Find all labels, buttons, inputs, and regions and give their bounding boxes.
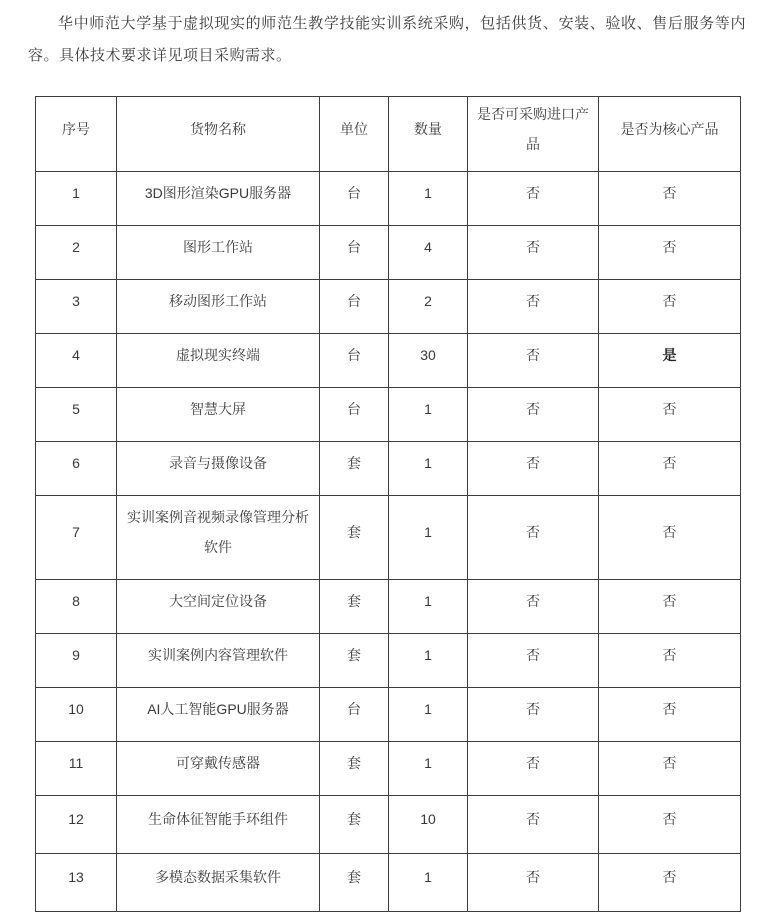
quantity-cell: [389, 280, 468, 334]
unit-cell: [320, 334, 389, 388]
import-allowed-cell-text: 否: [526, 592, 540, 609]
import-allowed-cell: [468, 226, 599, 280]
quantity-cell-text: 1: [424, 400, 432, 417]
import-allowed-cell: [468, 442, 599, 496]
row-number-cell: [36, 854, 117, 912]
goods-name-cell-text: 虚拟现实终端: [176, 346, 260, 363]
import-allowed-cell: [468, 742, 599, 796]
import-allowed-cell-text: 否: [526, 184, 540, 201]
table-row: [36, 854, 741, 912]
table-row: [36, 388, 741, 442]
import-allowed-cell-text: 否: [526, 700, 540, 717]
quantity-cell: [389, 796, 468, 854]
unit-cell: [320, 442, 389, 496]
core-product-cell-text: 否: [662, 454, 677, 471]
row-number-cell: [36, 280, 117, 334]
core-product-cell: [599, 742, 741, 796]
core-product-cell: [599, 688, 741, 742]
goods-name-cell-text: 多模态数据采集软件: [155, 868, 281, 885]
table-row: [36, 280, 741, 334]
goods-name-cell: [117, 280, 320, 334]
table-row: [36, 796, 741, 854]
goods-name-cell: [117, 580, 320, 634]
row-number-cell: [36, 634, 117, 688]
row-number-cell: [36, 742, 117, 796]
core-product-cell: [599, 634, 741, 688]
unit-cell-text: 台: [347, 184, 361, 201]
import-allowed-cell-text: 否: [526, 868, 540, 885]
unit-cell-text: 台: [347, 238, 361, 255]
core-product-cell-text: 否: [662, 810, 677, 827]
quantity-cell: [389, 226, 468, 280]
unit-cell: [320, 496, 389, 580]
header-core: [599, 97, 741, 172]
import-allowed-cell: [468, 334, 599, 388]
header-qty: [389, 97, 468, 172]
core-product-cell: [599, 796, 741, 854]
unit-cell: [320, 280, 389, 334]
import-allowed-cell: [468, 854, 599, 912]
unit-cell: [320, 854, 389, 912]
goods-name-cell: [117, 688, 320, 742]
goods-name-cell-text: 实训案例音视频录像管理分析软件: [127, 508, 309, 555]
goods-table: [35, 96, 741, 912]
header-unit-label: 单位: [340, 121, 368, 137]
core-product-cell-text: 否: [662, 592, 677, 609]
row-number-cell: [36, 334, 117, 388]
unit-cell-text: 台: [347, 400, 361, 417]
unit-cell: [320, 688, 389, 742]
unit-cell-text: 套: [347, 523, 361, 540]
header-qty-label: 数量: [414, 121, 442, 137]
row-number-cell-text: 9: [72, 646, 80, 663]
table-row: [36, 688, 741, 742]
unit-cell-text: 套: [347, 454, 361, 471]
import-allowed-cell: [468, 634, 599, 688]
goods-name-cell-text: 录音与摄像设备: [169, 454, 267, 471]
core-product-cell: [599, 580, 741, 634]
quantity-cell: [389, 496, 468, 580]
row-number-cell-text: 4: [72, 346, 80, 363]
header-no-label: 序号: [62, 121, 90, 137]
import-allowed-cell-text: 否: [526, 400, 540, 417]
goods-name-cell: [117, 854, 320, 912]
goods-name-cell-text: 图形工作站: [183, 238, 253, 255]
quantity-cell: [389, 172, 468, 226]
row-number-cell: [36, 388, 117, 442]
row-number-cell: [36, 442, 117, 496]
core-product-cell-text: 否: [662, 292, 677, 309]
quantity-cell-text: 4: [424, 238, 432, 255]
unit-cell-text: 套: [347, 646, 361, 663]
unit-cell: [320, 742, 389, 796]
core-product-cell: [599, 334, 741, 388]
goods-name-cell-text: 可穿戴传感器: [176, 754, 260, 771]
import-allowed-cell-text: 否: [526, 238, 540, 255]
unit-cell: [320, 226, 389, 280]
table-row: [36, 334, 741, 388]
goods-name-cell-text: 生命体征智能手环组件: [148, 810, 288, 827]
table-row: [36, 172, 741, 226]
row-number-cell: [36, 580, 117, 634]
goods-name-cell-text: 实训案例内容管理软件: [148, 646, 288, 663]
goods-name-cell-text: 大空间定位设备: [169, 592, 267, 609]
core-product-cell-text: 否: [662, 754, 677, 771]
core-product-cell: [599, 172, 741, 226]
import-allowed-cell-text: 否: [526, 523, 540, 540]
table-row: [36, 634, 741, 688]
unit-cell-text: 套: [347, 810, 361, 827]
row-number-cell: [36, 688, 117, 742]
core-product-cell: [599, 280, 741, 334]
unit-cell: [320, 580, 389, 634]
goods-name-cell: [117, 496, 320, 580]
header-import: [468, 97, 599, 172]
quantity-cell-text: 1: [424, 454, 432, 471]
quantity-cell-text: 1: [424, 592, 432, 609]
unit-cell: [320, 634, 389, 688]
row-number-cell: [36, 226, 117, 280]
row-number-cell-text: 3: [72, 292, 80, 309]
unit-cell-text: 套: [347, 868, 361, 885]
table-row: [36, 226, 741, 280]
goods-name-cell-text: AI人工智能GPU服务器: [147, 700, 289, 717]
goods-name-cell: [117, 742, 320, 796]
core-product-cell-text: 否: [662, 184, 677, 201]
core-product-cell-text: 否: [662, 700, 677, 717]
goods-name-cell: [117, 796, 320, 854]
row-number-cell: [36, 172, 117, 226]
intro-paragraph: 华中师范大学基于虚拟现实的师范生教学技能实训系统采购，包括供货、安装、验收、售后服务等内容。具体技术要求详见项目采购需求。: [28, 15, 746, 64]
import-allowed-cell-text: 否: [526, 292, 540, 309]
unit-cell-text: 套: [347, 592, 361, 609]
table-row: [36, 442, 741, 496]
row-number-cell-text: 2: [72, 238, 80, 255]
quantity-cell: [389, 854, 468, 912]
row-number-cell: [36, 796, 117, 854]
quantity-cell-text: 1: [424, 754, 432, 771]
core-product-cell-text: 是: [662, 346, 677, 363]
quantity-cell-text: 1: [424, 523, 432, 540]
goods-name-cell: [117, 172, 320, 226]
import-allowed-cell-text: 否: [526, 646, 540, 663]
unit-cell: [320, 172, 389, 226]
row-number-cell-text: 1: [72, 184, 80, 201]
row-number-cell-text: 11: [68, 754, 84, 771]
row-number-cell-text: 5: [72, 400, 80, 417]
header-import-label: 是否可采购进口产品: [477, 106, 589, 152]
quantity-cell-text: 30: [420, 346, 436, 363]
quantity-cell-text: 2: [424, 292, 432, 309]
import-allowed-cell: [468, 580, 599, 634]
unit-cell: [320, 796, 389, 854]
unit-cell-text: 台: [347, 346, 361, 363]
quantity-cell-text: 1: [424, 868, 432, 885]
import-allowed-cell: [468, 796, 599, 854]
import-allowed-cell: [468, 280, 599, 334]
import-allowed-cell-text: 否: [526, 454, 540, 471]
import-allowed-cell-text: 否: [526, 810, 540, 827]
quantity-cell: [389, 442, 468, 496]
table-row: [36, 580, 741, 634]
core-product-cell: [599, 442, 741, 496]
unit-cell-text: 台: [347, 292, 361, 309]
header-no: [36, 97, 117, 172]
import-allowed-cell-text: 否: [526, 346, 540, 363]
quantity-cell: [389, 334, 468, 388]
goods-name-cell-text: 智慧大屏: [190, 400, 246, 417]
import-allowed-cell: [468, 388, 599, 442]
header-name-label: 货物名称: [190, 121, 246, 137]
core-product-cell: [599, 496, 741, 580]
core-product-cell-text: 否: [662, 400, 677, 417]
import-allowed-cell: [468, 172, 599, 226]
row-number-cell-text: 6: [72, 454, 80, 471]
unit-cell-text: 台: [347, 700, 361, 717]
quantity-cell: [389, 742, 468, 796]
goods-name-cell: [117, 634, 320, 688]
goods-table-header: [36, 97, 741, 172]
import-allowed-cell: [468, 688, 599, 742]
goods-name-cell: [117, 388, 320, 442]
quantity-cell-text: 1: [424, 184, 432, 201]
import-allowed-cell: [468, 496, 599, 580]
goods-name-cell: [117, 334, 320, 388]
quantity-cell: [389, 580, 468, 634]
row-number-cell: [36, 496, 117, 580]
goods-name-cell: [117, 226, 320, 280]
table-row: [36, 742, 741, 796]
core-product-cell-text: 否: [662, 238, 677, 255]
goods-table-body: [36, 172, 741, 912]
header-row: [36, 97, 741, 172]
row-number-cell-text: 13: [68, 868, 84, 885]
header-name: [117, 97, 320, 172]
row-number-cell-text: 8: [72, 592, 80, 609]
header-core-label: 是否为核心产品: [620, 121, 719, 137]
row-number-cell-text: 12: [68, 810, 84, 827]
row-number-cell-text: 10: [68, 700, 84, 717]
unit-cell-text: 套: [347, 754, 361, 771]
quantity-cell-text: 10: [420, 810, 436, 827]
quantity-cell-text: 1: [424, 700, 432, 717]
header-unit: [320, 97, 389, 172]
quantity-cell: [389, 388, 468, 442]
core-product-cell: [599, 854, 741, 912]
goods-name-cell: [117, 442, 320, 496]
unit-cell: [320, 388, 389, 442]
import-allowed-cell-text: 否: [526, 754, 540, 771]
row-number-cell-text: 7: [72, 523, 80, 540]
quantity-cell-text: 1: [424, 646, 432, 663]
core-product-cell: [599, 388, 741, 442]
goods-name-cell-text: 移动图形工作站: [169, 292, 267, 309]
core-product-cell-text: 否: [662, 868, 677, 885]
core-product-cell-text: 否: [662, 523, 677, 540]
table-row: [36, 496, 741, 580]
goods-name-cell-text: 3D图形渲染GPU服务器: [144, 184, 292, 201]
quantity-cell: [389, 688, 468, 742]
core-product-cell-text: 否: [662, 646, 677, 663]
quantity-cell: [389, 634, 468, 688]
core-product-cell: [599, 226, 741, 280]
